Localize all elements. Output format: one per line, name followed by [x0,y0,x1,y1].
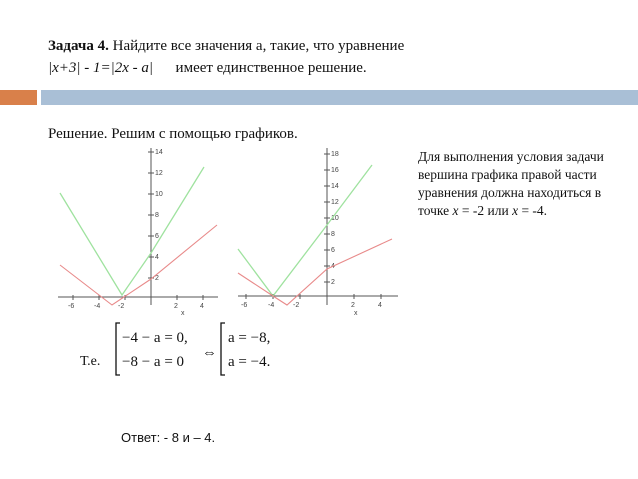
note-var-x1: x [452,203,459,218]
x-tick: -2 [293,302,300,309]
x-tick: 4 [200,303,204,310]
bracket-right [221,323,225,375]
y-tick: 10 [331,215,339,222]
x-tick: -2 [118,303,125,310]
y-tick: 4 [331,263,335,270]
y-tick: 2 [155,275,159,282]
y-tick: 4 [155,254,159,261]
y-tick: 6 [155,233,159,240]
x-tick: -4 [268,302,275,309]
note-text: Для выполнения условия задачи вершина графика правой части уравнения должна находиться в точке [418,149,604,218]
x-axis-label: x [354,310,358,317]
y-tick: 8 [155,212,159,219]
answer: Ответ: - 8 и – 4. [121,430,216,445]
equivalence-sign: ⇔ [202,345,217,361]
problem-label: Задача 4. [48,38,109,54]
green-curve [60,167,204,295]
solution-heading: Решение. Решим с помощью графиков. [48,126,298,142]
solution-note [418,148,618,220]
y-tick: 14 [331,183,339,190]
system-row2-right: a = −4. [228,354,271,370]
y-tick: 12 [331,199,339,206]
system-row1-left: −4 − a = 0, [122,330,188,346]
y-tick: 10 [155,191,163,198]
note-var-x2: x [512,203,519,218]
y-tick: 18 [331,151,339,158]
accent-bar-blue [41,90,638,105]
equation-right: имеет единственное решение. [175,60,367,76]
red-curve [238,239,392,305]
system-row1-right: a = −8, [228,330,271,346]
problem-text: Найдите все значения а, такие, что уравнение [108,38,405,54]
x-tick: 4 [378,302,382,309]
y-tick: 16 [331,167,339,174]
x-tick: -4 [94,303,101,310]
x-axis-label: x [181,310,185,315]
y-tick: 8 [331,231,335,238]
equation-left: |x+3| - 1=|2x - a| [48,60,154,76]
system-row2-left: −8 − a = 0 [122,354,185,370]
graph-right [232,145,402,320]
red-curve [60,225,217,305]
problem-equation [48,58,367,78]
equation-system [112,320,302,378]
bracket-left [116,323,120,375]
y-tick: 6 [331,247,335,254]
y-tick: 14 [155,149,163,156]
accent-bar-orange [0,90,37,105]
x-tick: -6 [68,303,75,310]
note-cond-b: = -4. [518,203,548,218]
system-prefix: Т.е. [80,354,101,369]
y-tick: 12 [155,170,163,177]
x-tick: 2 [351,302,355,309]
problem-statement [48,36,404,56]
x-tick: 2 [174,303,178,310]
note-cond-a: = -2 или [458,203,513,218]
graph-left [52,145,222,315]
green-curve [238,165,372,296]
y-tick: 2 [331,279,335,286]
x-tick: -6 [241,302,248,309]
